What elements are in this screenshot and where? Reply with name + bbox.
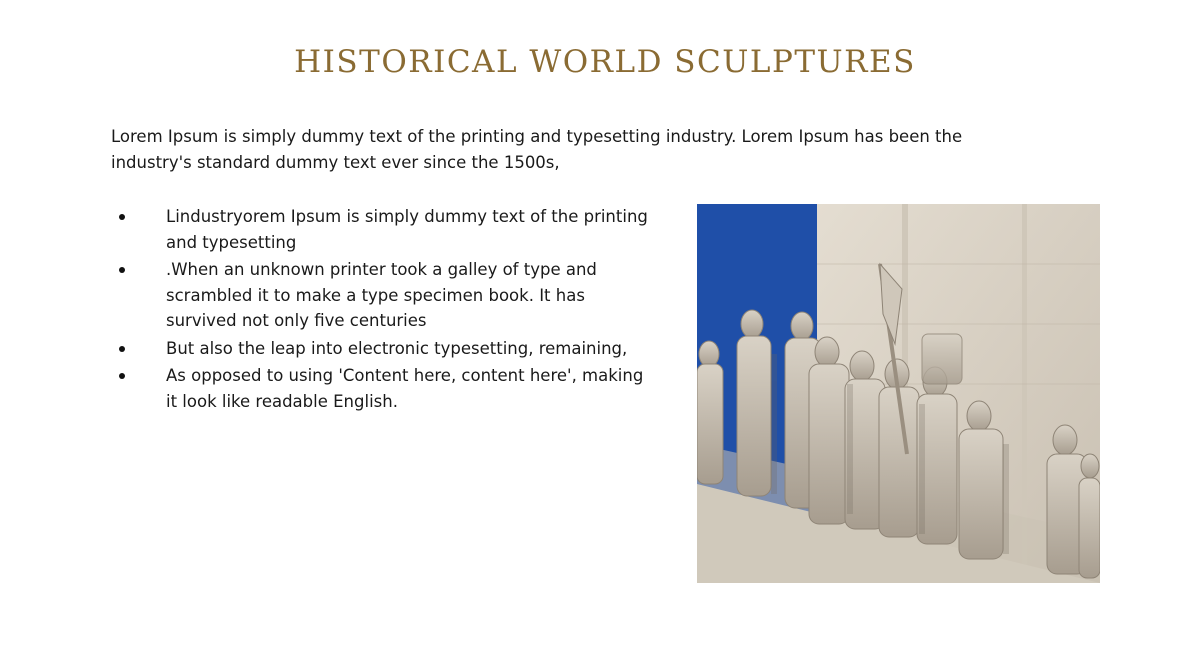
bullet-item — [111, 204, 651, 255]
bullet-text: Lindustryorem Ipsum is simply dummy text of the printing and typesetting — [166, 207, 648, 252]
bullet-text: .When an unknown printer took a galley of type and scrambled it to make a type specimen book. It has survived not only five centuries — [166, 260, 597, 330]
bullet-text: As opposed to using 'Content here, content here', making it look like readable English. — [166, 366, 644, 411]
bullet-dot-icon — [119, 214, 125, 220]
bullet-text: But also the leap into electronic typesetting, remaining, — [166, 338, 628, 358]
intro-paragraph: Lorem Ipsum is simply dummy text of the printing and typesetting industry. Lorem Ipsum has been the industry's standard dummy text ever since the 1500s, — [111, 127, 963, 172]
slide-title: HISTORICAL WORLD SCULPTURES — [294, 44, 916, 80]
bullet-item — [111, 257, 651, 334]
bullet-item — [111, 363, 651, 414]
bullet-dot-icon — [119, 267, 125, 273]
bullet-item — [111, 336, 651, 362]
bullet-dot-icon — [119, 373, 125, 379]
bullet-dot-icon — [119, 346, 125, 352]
bullet-list — [111, 204, 651, 416]
sculpture-photo — [697, 204, 1100, 583]
